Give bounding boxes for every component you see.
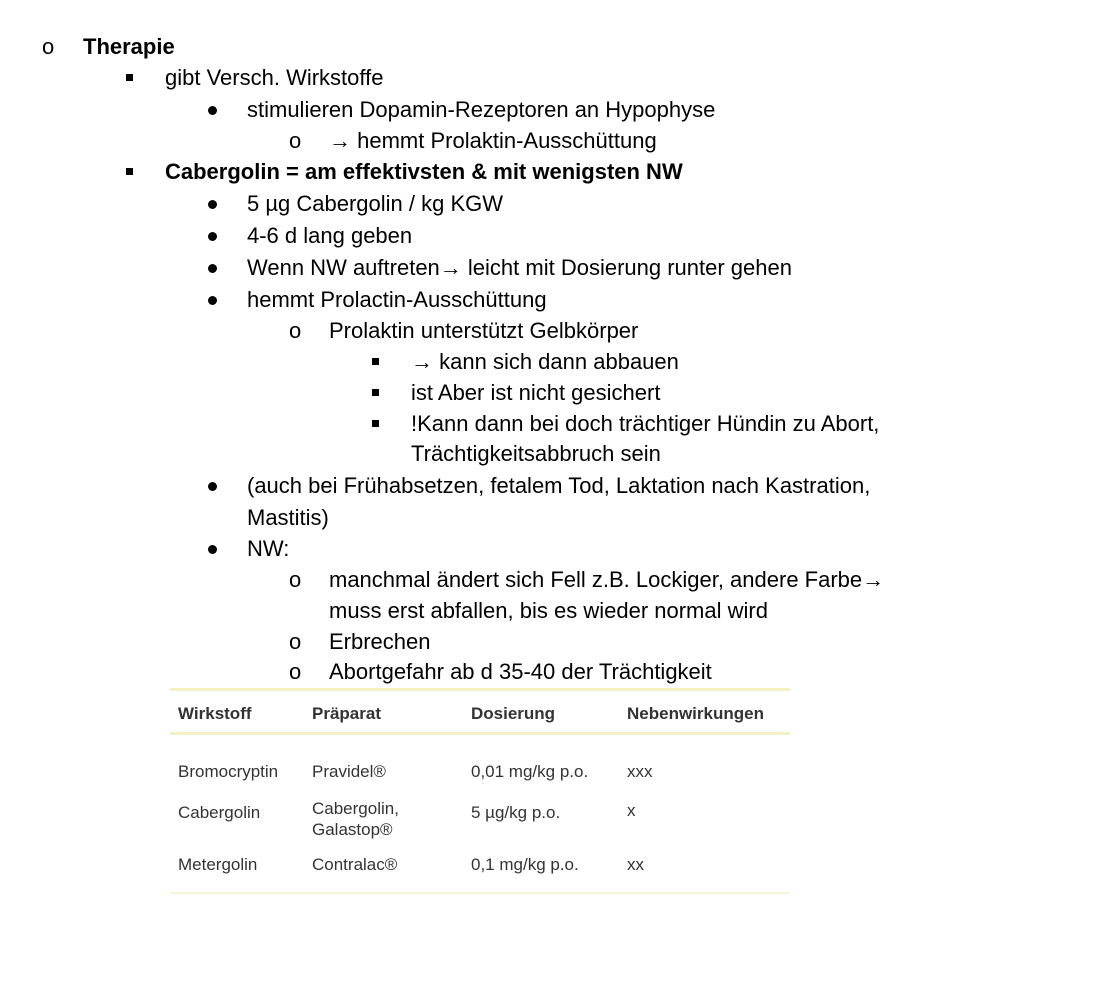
list-item: NW: xyxy=(247,536,290,561)
bullet-circle: o xyxy=(289,629,302,654)
bullet-dot xyxy=(208,264,217,273)
table-cell: Cabergolin xyxy=(178,803,261,822)
list-item xyxy=(411,346,679,377)
column-header: Nebenwirkungen xyxy=(627,704,764,723)
bullet-square xyxy=(126,74,133,81)
list-item: gibt Versch. Wirkstoffe xyxy=(165,65,384,90)
list-item: (auch bei Frühabsetzen, fetalem Tod, Laktation nach Kastration, xyxy=(247,473,871,498)
list-item-continuation: Trächtigkeitsabbruch sein xyxy=(411,441,661,466)
table-rule-header xyxy=(170,732,790,735)
arrow-icon: → xyxy=(411,349,433,374)
bullet-square xyxy=(372,420,379,427)
list-item-bold: Cabergolin = am effektivsten & mit wenigsten NW xyxy=(165,159,683,184)
list-item-text: Wenn NW auftreten xyxy=(247,255,440,280)
list-item: hemmt Prolactin-Ausschüttung xyxy=(247,287,547,312)
column-header: Wirkstoff xyxy=(178,704,252,723)
bullet-dot xyxy=(208,106,217,115)
table-cell: Contralac® xyxy=(312,855,398,874)
arrow-icon: → xyxy=(329,128,351,153)
table-cell: Pravidel® xyxy=(312,762,386,781)
list-item: 4-6 d lang geben xyxy=(247,223,413,248)
list-item-text: manchmal ändert sich Fell z.B. Lockiger, andere Farbe xyxy=(329,567,863,592)
table-cell: xxx xyxy=(627,762,653,781)
list-item xyxy=(329,125,657,156)
bullet-circle: o xyxy=(289,567,302,592)
list-item: 5 µg Cabergolin / kg KGW xyxy=(247,191,504,216)
bullet-circle: o xyxy=(42,34,55,59)
column-header: Dosierung xyxy=(471,704,556,723)
arrow-icon: → xyxy=(439,255,462,280)
table-cell: 5 µg/kg p.o. xyxy=(471,803,561,822)
list-item-continuation: Mastitis) xyxy=(247,505,329,530)
list-item xyxy=(329,564,884,595)
list-item xyxy=(247,252,792,283)
table-rule-top xyxy=(170,688,790,691)
list-item: stimulieren Dopamin-Rezeptoren an Hypophyse xyxy=(247,97,716,122)
list-item: Erbrechen xyxy=(329,629,431,654)
bullet-circle: o xyxy=(289,318,302,343)
table-cell: x xyxy=(627,801,636,820)
bullet-circle: o xyxy=(289,128,302,153)
bullet-dot xyxy=(208,232,217,241)
bullet-square xyxy=(372,389,379,396)
table-cell: xx xyxy=(627,855,644,874)
list-item-text: kann sich dann abbauen xyxy=(439,349,679,374)
table-cell: Bromocryptin xyxy=(178,762,279,781)
bullet-dot xyxy=(208,545,217,554)
bullet-dot xyxy=(208,296,217,305)
bullet-square xyxy=(126,168,133,175)
bullet-square xyxy=(372,358,379,365)
column-header: Präparat xyxy=(312,704,381,723)
section-heading: Therapie xyxy=(83,34,175,59)
list-item-continuation: muss erst abfallen, bis es wieder normal wird xyxy=(329,598,768,623)
arrow-icon: → xyxy=(862,567,885,592)
table-cell: Cabergolin, xyxy=(312,799,399,818)
table-cell: 0,1 mg/kg p.o. xyxy=(471,855,579,874)
bullet-dot xyxy=(208,482,217,491)
bullet-circle: o xyxy=(289,659,302,684)
bullet-dot xyxy=(208,200,217,209)
table-cell: 0,01 mg/kg p.o. xyxy=(471,762,589,781)
list-item: !Kann dann bei doch trächtiger Hündin zu Abort, xyxy=(411,411,880,436)
table-cell: Galastop® xyxy=(312,820,393,839)
list-item: Prolaktin unterstützt Gelbkörper xyxy=(329,318,639,343)
list-item: Abortgefahr ab d 35-40 der Trächtigkeit xyxy=(329,659,712,684)
table-rule-bottom xyxy=(170,892,790,894)
list-item-text: hemmt Prolaktin-Ausschüttung xyxy=(357,128,657,153)
list-item-text: leicht mit Dosierung runter gehen xyxy=(461,255,792,280)
table-cell: Metergolin xyxy=(178,855,258,874)
list-item: ist Aber ist nicht gesichert xyxy=(411,380,661,405)
drug-table xyxy=(170,688,790,894)
